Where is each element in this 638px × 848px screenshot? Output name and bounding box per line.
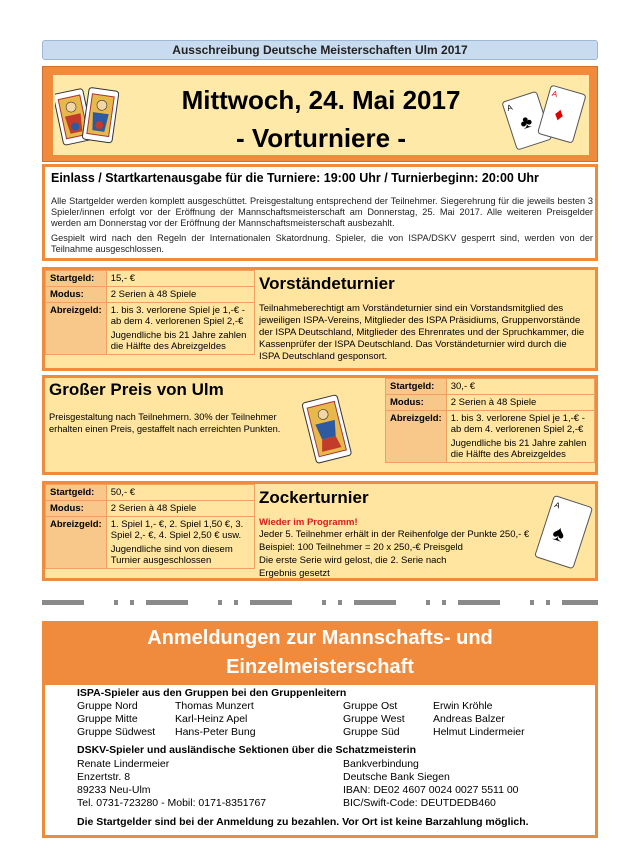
grosser-preis-title: Großer Preis von Ulm: [49, 380, 224, 399]
startgeld-value: 15,- €: [106, 271, 254, 287]
svg-text:♦: ♦: [552, 103, 567, 126]
table-row: [46, 485, 255, 501]
bank-line: IBAN: DE02 4607 0024 0027 5511 00: [343, 784, 519, 796]
abreizgeld-label: Abreizgeld:: [46, 303, 107, 355]
abreizgeld-value: [106, 517, 254, 569]
registration-body: [42, 685, 598, 838]
group-leader: Hans-Peter Bung: [175, 726, 256, 738]
abreizgeld-text: 1. Spiel 1,- €, 2. Spiel 1,50 €, 3. Spiel 2,- €, 4. Spiel 2,50 € usw.: [110, 519, 244, 541]
grosser-preis-section: [42, 375, 598, 475]
table-row: [46, 271, 255, 287]
group-name: Gruppe Süd: [343, 726, 400, 738]
abreizgeld-youth-note: Jugendliche bis 21 Jahre zahlen die Hälfte des Abreizgeldes: [450, 438, 587, 460]
prize-info-paragraph: Alle Startgelder werden komplett ausgeschüttet. Preisgestaltung entsprechend der Teilnehmer. Siegerehrung für die jeweils besten 3 Spieler/innen erfolgt vor der Eröffnung der Mannschaftsmeisterschaft am Donnerstag, 25. Mai 2017. Alle weiteren Preisgelder werden am Donnerstag vor der Eröffnung der Mannschaftsmeisterschaft ausbezahlt.: [51, 196, 593, 228]
abreizgeld-text: 1. bis 3. verlorene Spiel je 1,-€ - ab dem 4. verlorenen Spiel 2,-€: [450, 413, 585, 435]
table-row: [46, 501, 255, 517]
table-row: [46, 287, 255, 303]
ace-rank-label-spades: A: [553, 500, 562, 511]
zocker-highlight: Wieder im Programm!: [259, 517, 358, 528]
modus-value: 2 Serien à 48 Spiele: [106, 501, 254, 517]
startgeld-value: 50,- €: [106, 485, 254, 501]
group-name: Gruppe West: [343, 713, 405, 725]
startgeld-value: 30,- €: [446, 379, 594, 395]
abreizgeld-label: Abreizgeld:: [46, 517, 107, 569]
grosser-preis-description: Preisgestaltung nach Teilnehmern. 30% der Teilnehmer erhalten einen Preis, gestaffelt nach erreichten Punkten.: [49, 412, 281, 434]
ace-rank-label-clubs: A: [505, 102, 514, 113]
grosser-preis-fee-table: [385, 378, 595, 463]
group-leader: Helmut Lindermeier: [433, 726, 525, 738]
document-header-strip: Ausschreibung Deutsche Meisterschaften Ulm 2017: [42, 40, 598, 60]
modus-value: 2 Serien à 48 Spiele: [106, 287, 254, 303]
table-row: [46, 517, 255, 569]
zocker-rule-3: Die erste Serie wird gelost, die 2. Serie nach: [259, 555, 447, 566]
abreizgeld-youth-note: Jugendliche bis 21 Jahre zahlen die Hälfte des Abreizgeldes: [110, 330, 247, 352]
group-leader: Karl-Heinz Apel: [175, 713, 248, 725]
rules-paragraph: Gespielt wird nach den Regeln der Internationalen Skatordnung. Spieler, die von ISPA/DSKV gesperrt sind, werden von der Teilnahme ausgeschlossen.: [51, 233, 593, 254]
payment-notice: Die Startgelder sind bei der Anmeldung zu bezahlen. Vor Ort ist keine Barzahlung möglich.: [77, 816, 529, 828]
table-row: [386, 379, 595, 395]
zocker-fee-table: [45, 484, 255, 569]
bank-line: Deutsche Bank Siegen: [343, 771, 450, 783]
queen-card-icon: [82, 87, 119, 143]
ace-rank-label-diamonds: A: [550, 88, 559, 99]
jack-card-icon: [297, 392, 357, 468]
table-row: [386, 395, 595, 411]
event-subtitle: - Vorturniere -: [236, 123, 406, 153]
group-name: Gruppe Ost: [343, 700, 398, 712]
ispa-heading: ISPA-Spieler aus den Gruppen bei den Gruppenleitern: [77, 687, 347, 699]
zocker-title: Zockerturnier: [259, 488, 369, 507]
table-row: [46, 303, 255, 355]
group-name: Gruppe Südwest: [77, 726, 156, 738]
svg-text:♣: ♣: [517, 110, 535, 134]
startgeld-label: Startgeld:: [46, 271, 107, 287]
modus-value: 2 Serien à 48 Spiele: [446, 395, 594, 411]
title-panel: [53, 75, 589, 155]
admission-heading: Einlass / Startkartenausgabe für die Turniere: 19:00 Uhr / Turnierbeginn: 20:00 Uhr: [51, 171, 539, 185]
title-block: [42, 66, 598, 162]
abreizgeld-value: [106, 303, 254, 355]
address-line: Enzertstr. 8: [77, 771, 131, 783]
ace-of-diamonds-icon: [538, 85, 586, 143]
group-name: Gruppe Mitte: [77, 713, 138, 725]
group-leader: Thomas Munzert: [175, 700, 254, 712]
registration-header: [42, 621, 598, 687]
svg-text:♠: ♠: [549, 519, 569, 547]
ace-cards-illustration: [499, 81, 589, 153]
address-line: 89233 Neu-Ulm: [77, 784, 151, 796]
ace-of-spades-icon: [531, 490, 595, 576]
zocker-rule-4: Ergebnis gesetzt: [259, 568, 330, 579]
startgeld-label: Startgeld:: [386, 379, 447, 395]
event-date: Mittwoch, 24. Mai 2017: [181, 85, 461, 115]
address-line: Renate Lindermeier: [77, 758, 170, 770]
table-row: [386, 411, 595, 463]
registration-title-line1: Anmeldungen zur Mannschafts- und: [147, 627, 493, 649]
abreizgeld-value: [446, 411, 594, 463]
vorstaende-title: Vorständeturnier: [259, 274, 395, 293]
vorstaende-section: [42, 267, 598, 371]
zocker-section: [42, 481, 598, 581]
address-line: Tel. 0731-723280 - Mobil: 0171-8351767: [77, 797, 267, 809]
vorstaende-fee-table: [45, 270, 255, 355]
dashed-separator: [42, 600, 598, 606]
registration-title-line2: Einzelmeisterschaft: [226, 656, 414, 678]
bank-line: Bankverbindung: [343, 758, 419, 770]
abreizgeld-youth-note: Jugendliche sind von diesem Turnier ausgeschlossen: [110, 544, 233, 566]
abreizgeld-label: Abreizgeld:: [386, 411, 447, 463]
zocker-rule-2: Beispiel: 100 Teilnehmer = 20 x 250,-€ Preisgeld: [259, 542, 463, 553]
group-leader: Andreas Balzer: [433, 713, 505, 725]
startgeld-label: Startgeld:: [46, 485, 107, 501]
dskv-heading: DSKV-Spieler und ausländische Sektionen über die Schatzmeisterin: [77, 744, 417, 756]
group-leader: Erwin Kröhle: [433, 700, 493, 712]
face-cards-illustration: [55, 81, 119, 151]
modus-label: Modus:: [46, 287, 107, 303]
info-box: [42, 164, 598, 261]
modus-label: Modus:: [46, 501, 107, 517]
group-name: Gruppe Nord: [77, 700, 138, 712]
vorstaende-description: Teilnahmeberechtigt am Vorständeturnier sind ein Vorstandsmitglied des jeweiligen ISPA-Vereins, Mitglieder des ISPA Präsidiums, Gruppenvorstände der ISPA Deutschland, Mitglieder des Ehrenrates und der Spruchkammer, die Kassenprüfer der ISPA Deutschland. Das Vorständeturnier wird durch die ISPA Deutschland gesponsort.: [259, 303, 585, 362]
abreizgeld-text: 1. bis 3. verlorene Spiel je 1,-€ - ab dem 4. verlorenen Spiel 2,-€: [110, 305, 245, 327]
modus-label: Modus:: [386, 395, 447, 411]
zocker-rule-1: Jeder 5. Teilnehmer erhält in der Reihenfolge der Punkte 250,- €: [259, 529, 530, 540]
bank-line: BIC/Swift-Code: DEUTDEDB460: [343, 797, 496, 809]
